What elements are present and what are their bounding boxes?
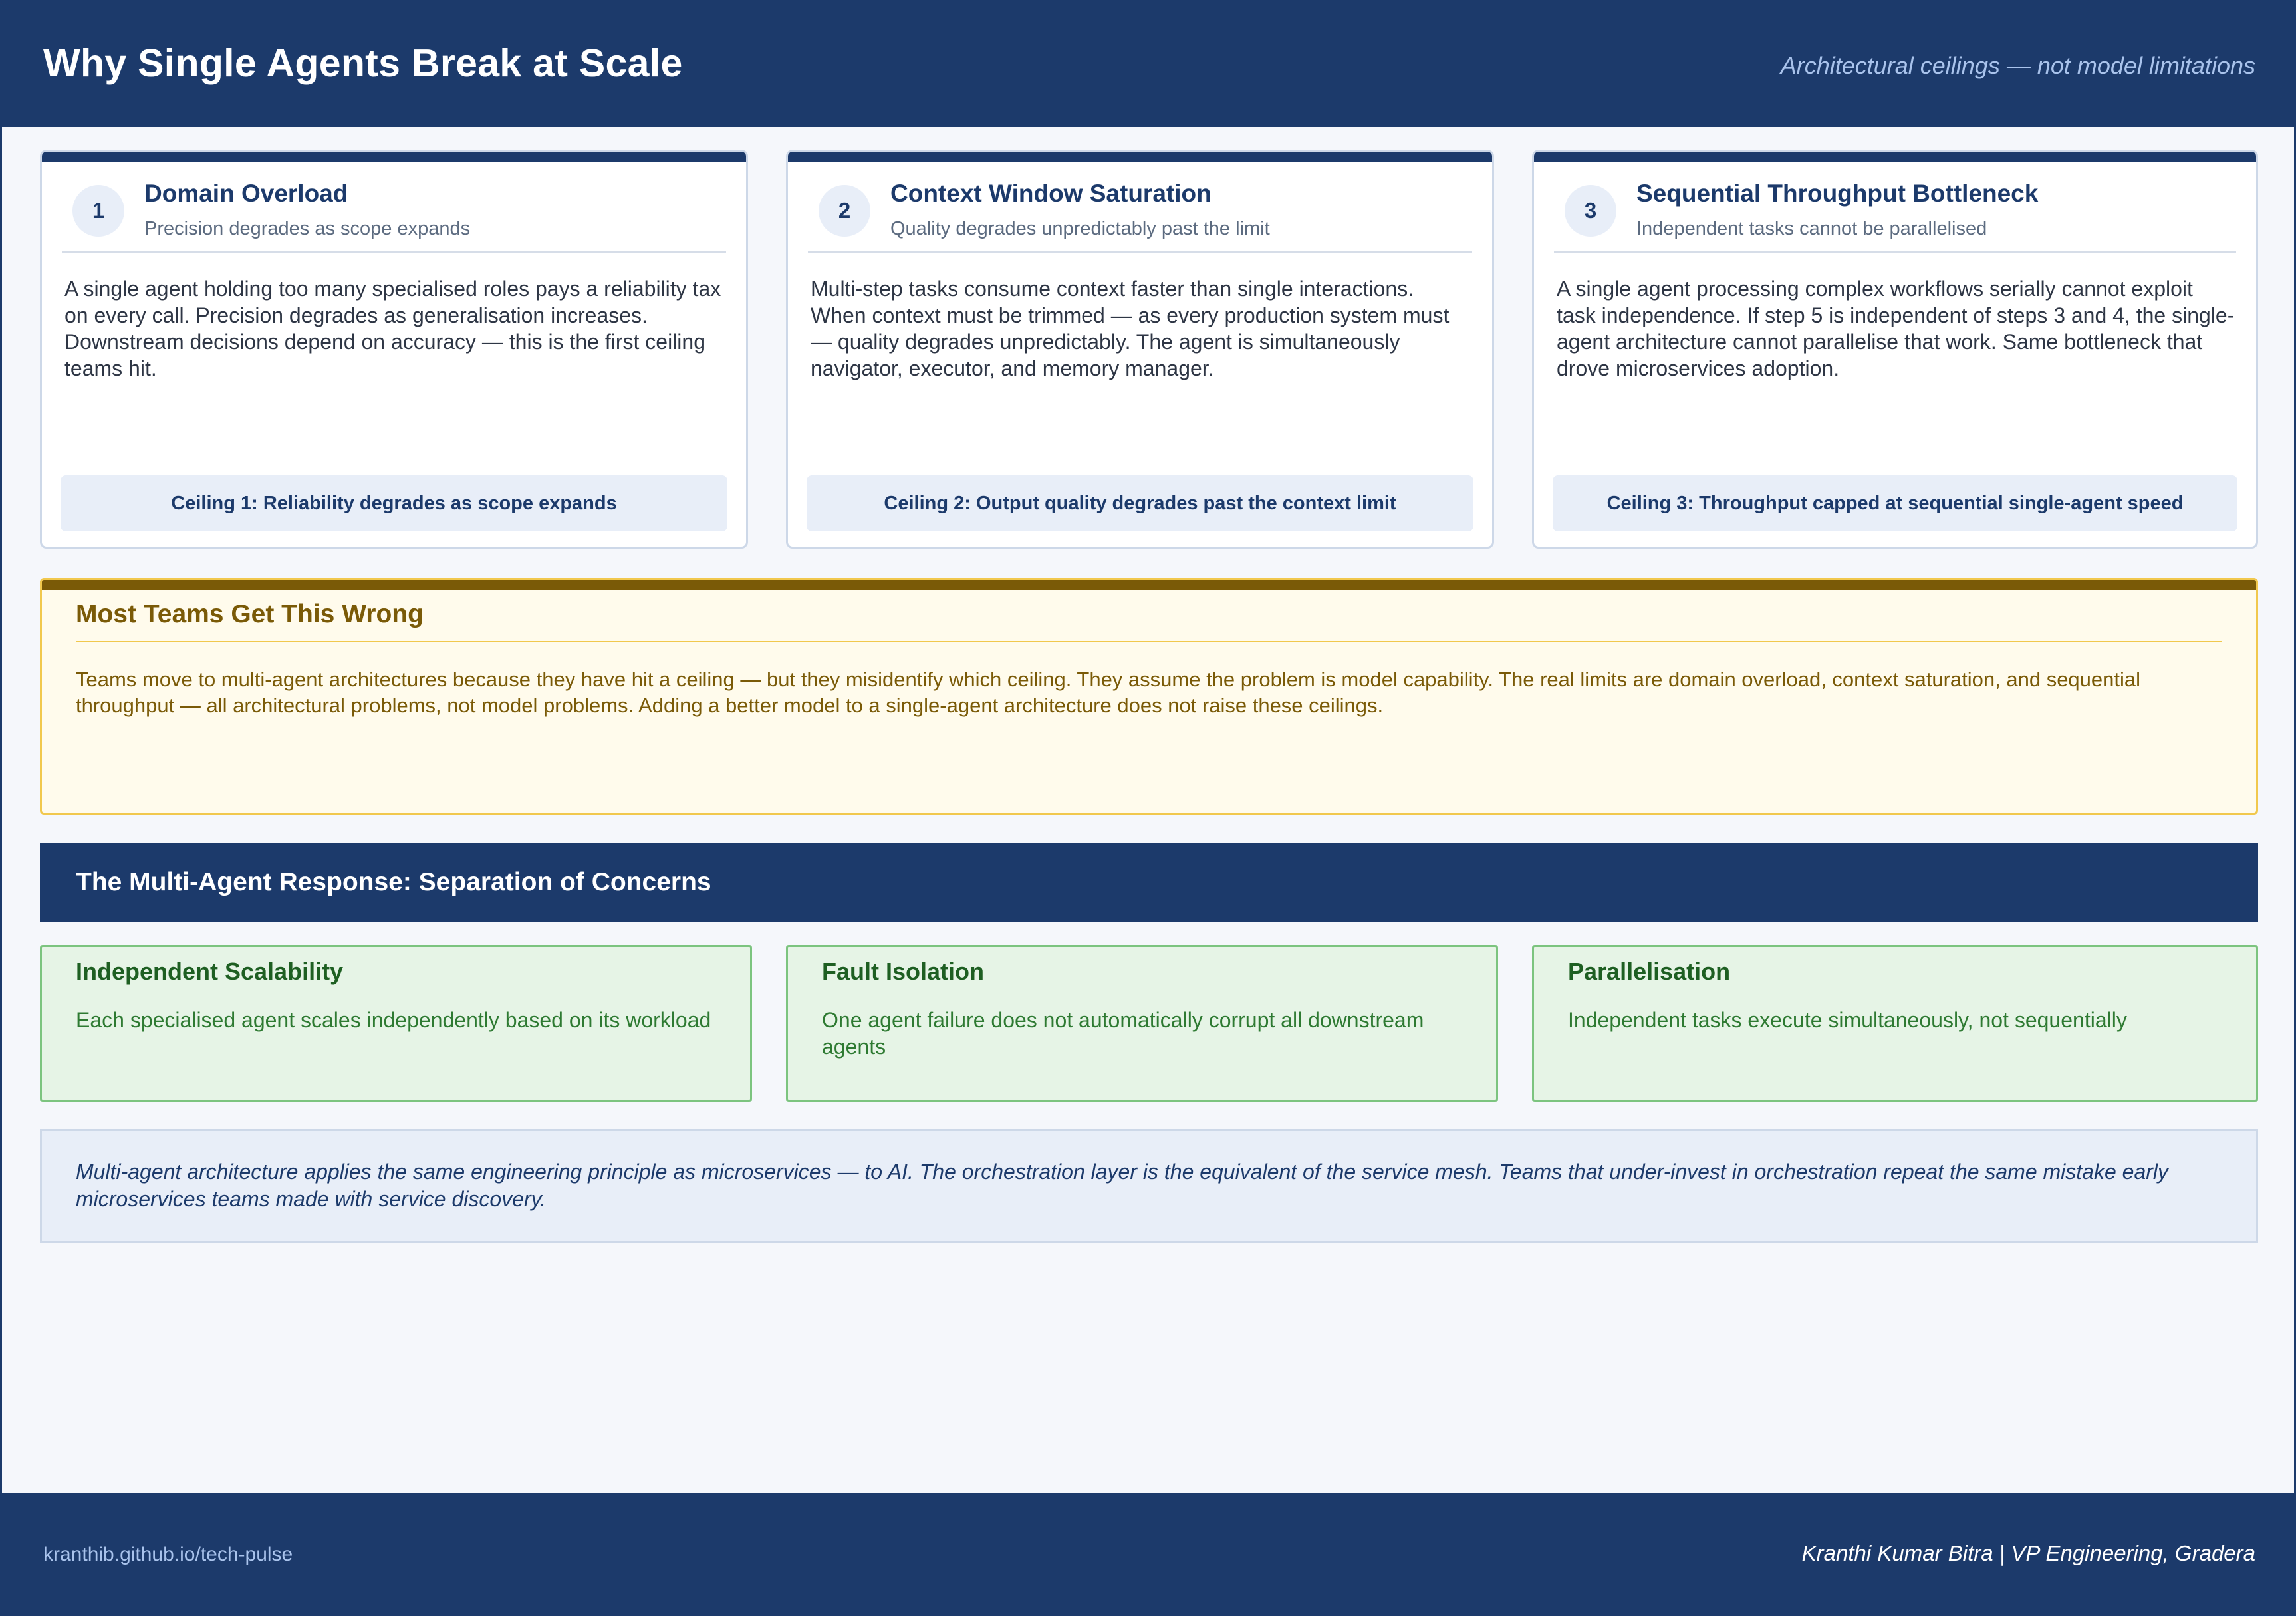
benefit-card-fault-isolation [786,945,1498,1102]
warning-callout [40,578,2258,815]
card-subtitle: Independent tasks cannot be parallelised [1636,218,1987,239]
card-accent-bar [788,152,1492,162]
summary-quote [40,1129,2258,1243]
footer-url[interactable]: kranthib.github.io/tech-pulse [43,1544,293,1565]
ceiling-card-context-window [786,150,1494,549]
card-number-badge: 2 [819,185,870,237]
warning-body: Teams move to multi-agent architectures because they have hit a ceiling — but they misidentify which ceiling. They assume the problem is model capability. The real limits are domain overload, context saturation, and sequential throughput — all architectural problems, not model problems. Adding a better model to a single-agent architecture does not raise these ceilings. [76,668,2141,717]
benefit-title: Independent Scalability [76,958,344,985]
header [2,2,2294,127]
card-title: Domain Overload [144,180,348,207]
ceiling-card-domain-overload [40,150,748,549]
section-title: The Multi-Agent Response: Separation of Concerns [76,868,711,896]
warning-accent-bar [42,580,2256,590]
card-subtitle: Precision degrades as scope expands [144,218,471,239]
warning-title: Most Teams Get This Wrong [76,600,424,628]
card-title: Sequential Throughput Bottleneck [1636,180,2039,207]
card-accent-bar [42,152,746,162]
card-body: Multi-step tasks consume context faster than single interactions. When context must be trimmed — as every production system must — quality degrades unpredictably. The agent is simultaneously navigator, executor, and memory manager. [811,277,1450,380]
card-subtitle: Quality degrades unpredictably past the limit [890,218,1270,239]
benefit-card-scalability [40,945,752,1102]
warning-divider [76,641,2222,642]
benefit-body: Each specialised agent scales independently based on its workload [76,1008,711,1032]
card-body: A single agent holding too many specialised roles pays a reliability tax on every call. Precision degrades as generalisation increases. Downstream decisions depend on accuracy — this is the first ceiling teams hit. [64,277,721,380]
ceiling-label: Ceiling 3: Throughput capped at sequential single-agent speed [1553,475,2237,531]
ceiling-label: Ceiling 2: Output quality degrades past the context limit [807,475,1473,531]
card-divider [1554,251,2236,253]
quote-text: Multi-agent architecture applies the same engineering principle as microservices — to AI. The orchestration layer is the equivalent of the service mesh. Teams that under-invest in orchestration repeat the same mistake early microservices teams made with service discovery. [76,1160,2169,1211]
card-divider [62,251,726,253]
benefit-body: Independent tasks execute simultaneously, not sequentially [1568,1008,2127,1032]
benefit-title: Parallelisation [1568,958,1731,985]
card-divider [808,251,1472,253]
ceiling-label: Ceiling 1: Reliability degrades as scope expands [61,475,727,531]
benefit-body: One agent failure does not automatically corrupt all downstream agents [822,1008,1424,1059]
card-number-badge: 1 [72,185,124,237]
page-subtitle: Architectural ceilings — not model limitations [1780,52,2255,79]
footer [2,1493,2294,1614]
benefit-card-parallelisation [1532,945,2258,1102]
card-body: A single agent processing complex workflows serially cannot exploit task independence. If step 5 is independent of steps 3 and 4, the single-agent architecture cannot parallelise that work. Same bottleneck that drove microservices adoption. [1557,277,2235,380]
footer-author: Kranthi Kumar Bitra | VP Engineering, Gradera [1801,1541,2255,1565]
section-banner [40,843,2258,922]
benefit-title: Fault Isolation [822,958,985,985]
ceiling-card-sequential-throughput [1532,150,2258,549]
card-accent-bar [1534,152,2256,162]
card-number-badge: 3 [1565,185,1616,237]
card-title: Context Window Saturation [890,180,1212,207]
page-title: Why Single Agents Break at Scale [43,41,683,85]
